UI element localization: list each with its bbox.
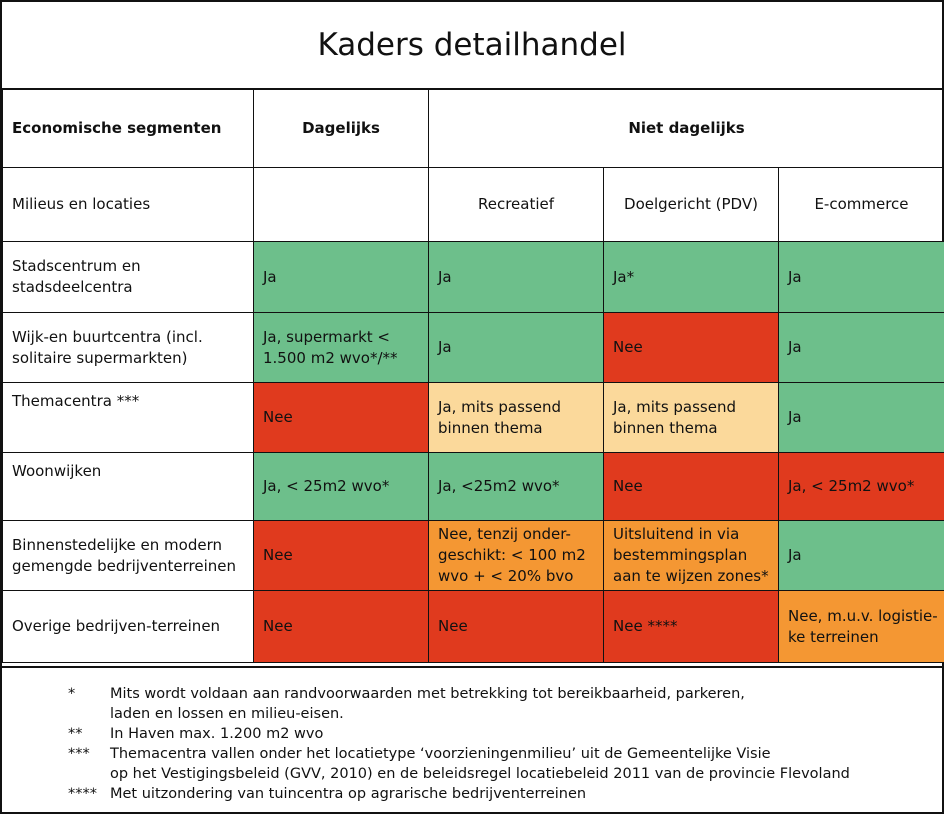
header-daily: Dagelijks [254,89,429,168]
header-recreational: Recreatief [429,168,604,242]
cell: Ja, supermarkt < 1.500 m2 wvo*/** [254,313,429,383]
footnotes [2,666,942,816]
cell: Ja, < 25m2 wvo* [779,453,944,521]
footnote-mark: *** [68,744,108,764]
table-row [3,313,944,383]
row-label: Woonwijken [3,453,254,521]
cell: Nee [254,591,429,663]
header-segments: Economische segmenten [3,89,254,168]
table-row [3,521,944,591]
cell: Nee, m.u.v. logistie-ke terreinen [779,591,944,663]
header-targeted: Doelgericht (PDV) [604,168,779,242]
cell: Ja, mits passend binnen thema [604,383,779,453]
cell: Nee [254,383,429,453]
row-label: Themacentra *** [3,383,254,453]
footnote-text: op het Vestigingsbeleid (GVV, 2010) en de beleidsregel locatiebeleid 2011 van de provincie Flevoland [110,764,910,784]
cell: Ja [779,313,944,383]
cell: Nee **** [604,591,779,663]
cell: Ja [779,383,944,453]
table-row [3,591,944,663]
cell: Ja* [604,242,779,313]
row-label: Overige bedrijven-terreinen [3,591,254,663]
cell: Ja [429,242,604,313]
footnote-mark: **** [68,784,108,804]
header-ecommerce: E-commerce [779,168,944,242]
cell: Ja [779,242,944,313]
row-label: Wijk-en buurtcentra (incl. solitaire supermarkten) [3,313,254,383]
header-milieus: Milieus en locaties [3,168,254,242]
cell: Uitsluitend in via bestemmingsplan aan te wijzen zones* [604,521,779,591]
footnote-mark: * [68,684,108,704]
cell: Nee [604,453,779,521]
table-row [3,383,944,453]
cell: Nee, tenzij onder-geschikt: < 100 m2 wvo + < 20% bvo [429,521,604,591]
footnote-text: laden en lossen en milieu-eisen. [110,704,910,724]
cell: Ja [254,242,429,313]
header-row-milieus [3,168,944,242]
row-label: Stadscentrum en stadsdeelcentra [3,242,254,313]
cell: Ja, mits passend binnen thema [429,383,604,453]
cell: Nee [254,521,429,591]
table-row [3,453,944,521]
table-row [3,242,944,313]
cell: Nee [429,591,604,663]
page-title: Kaders detailhandel [2,2,942,90]
cell: Ja, < 25m2 wvo* [254,453,429,521]
footnote-text: Themacentra vallen onder het locatietype ‘voorzieningenmilieu’ uit de Gemeentelijke Visie [110,744,910,764]
header-non-daily: Niet dagelijks [429,89,944,168]
framework-table [2,88,944,663]
row-label: Binnenstedelijke en modern gemengde bedrijventerreinen [3,521,254,591]
footnote-text: Mits wordt voldaan aan randvoorwaarden met betrekking tot bereikbaarheid, parkeren, [110,684,910,704]
header-empty [254,168,429,242]
footnote-mark: ** [68,724,108,744]
cell: Nee [604,313,779,383]
cell: Ja [779,521,944,591]
cell: Ja, <25m2 wvo* [429,453,604,521]
footnote-text: In Haven max. 1.200 m2 wvo [110,724,910,744]
footnote-text: Met uitzondering van tuincentra op agrarische bedrijventerreinen [110,784,910,804]
header-row-segments [3,89,944,168]
cell: Ja [429,313,604,383]
